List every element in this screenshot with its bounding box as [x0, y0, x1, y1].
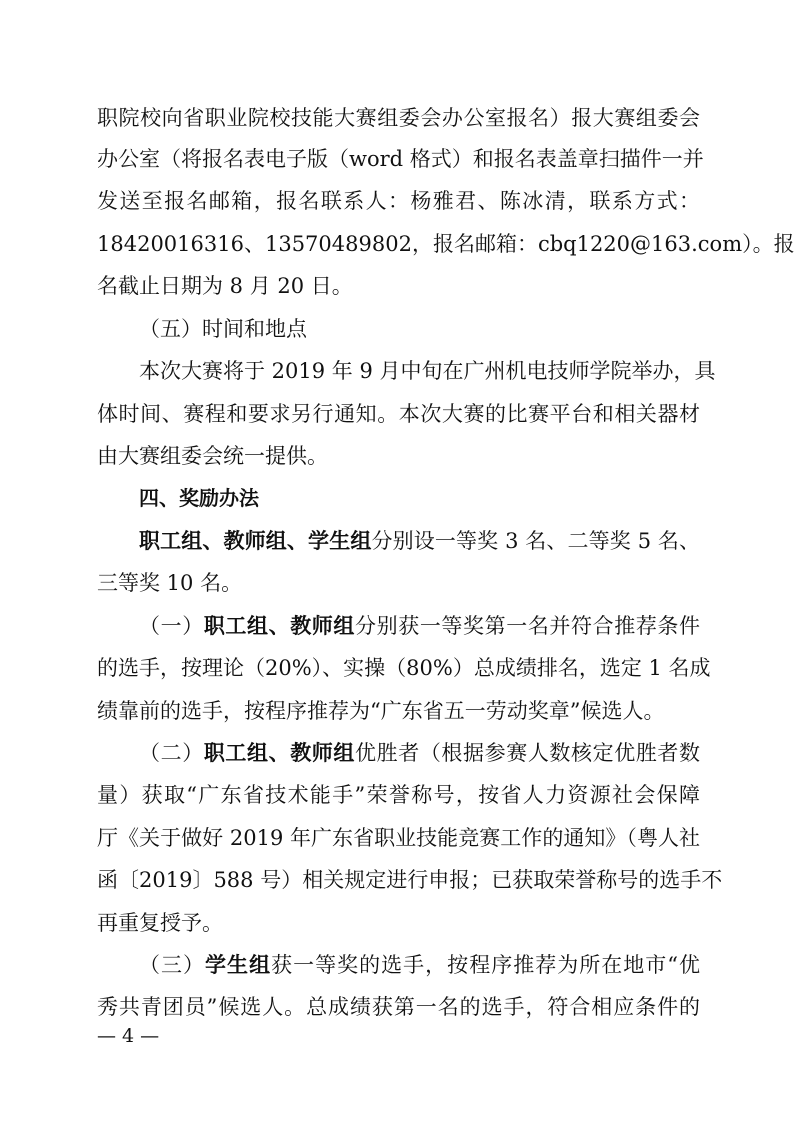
- section-heading: 四、奖励办法: [139, 486, 259, 510]
- body-line: 名截止日期为 8 月 20 日。: [97, 274, 353, 298]
- body-line: 函〔2019〕588 号）相关规定进行申报；已获取荣誉称号的选手不: [97, 868, 723, 892]
- item-prefix: （一）: [139, 614, 204, 638]
- body-line: 量）获取“广东省技术能手”荣誉称号，按省人力资源社会保障: [97, 783, 700, 807]
- body-text: 分别设一等奖 3 名、二等奖 5 名、: [371, 529, 701, 553]
- body-line: [139, 739, 700, 767]
- item-prefix: （三）: [139, 953, 206, 977]
- body-text: 优胜者（根据参赛人数核定优胜者数: [355, 741, 701, 765]
- body-line: 由大赛组委会统一提供。: [97, 444, 328, 468]
- body-line: 再重复授予。: [97, 911, 223, 935]
- item-prefix: （二）: [139, 741, 204, 765]
- body-line: 本次大赛将于 2019 年 9 月中旬在广州机电技师学院举办，具: [139, 359, 716, 383]
- page-number: — 4 —: [97, 1025, 160, 1047]
- bold-keyword: 职工组、教师组: [203, 614, 356, 638]
- body-line: [139, 951, 700, 979]
- subsection-heading: （五）时间和地点: [139, 317, 307, 341]
- body-text: 分别获一等奖第一名并符合推荐条件: [355, 614, 701, 638]
- body-text: 获一等奖的选手，按程序推荐为所在地市“优: [271, 953, 701, 977]
- body-line: 秀共青团员”候选人。总成绩获第一名的选手，符合相应条件的: [97, 995, 700, 1019]
- body-line: 18420016316、13570489802，报名邮箱：cbq1220@163.com）。报: [97, 232, 795, 256]
- body-line: 发送至报名邮箱，报名联系人：杨雅君、陈冰清，联系方式：: [97, 189, 700, 213]
- body-line: [139, 612, 700, 640]
- body-line: 体时间、赛程和要求另行通知。本次大赛的比赛平台和相关器材: [97, 402, 700, 426]
- body-line: 职院校向省职业院校技能大赛组委会办公室报名）报大赛组委会: [97, 106, 700, 130]
- body-line: 的选手，按理论（20%）、实操（80%）总成绩排名，选定 1 名成: [97, 656, 711, 680]
- body-line: 三等奖 10 名。: [97, 571, 243, 595]
- body-line: 办公室（将报名表电子版（word 格式）和报名表盖章扫描件一并: [97, 147, 704, 171]
- bold-keyword: 学生组: [205, 953, 272, 977]
- bold-keyword: 职工组、教师组: [203, 741, 356, 765]
- body-line: 厅《关于做好 2019 年广东省职业技能竞赛工作的通知》（粤人社: [97, 826, 700, 850]
- body-line: 绩靠前的选手，按程序推荐为“广东省五一劳动奖章”候选人。: [97, 699, 665, 723]
- body-line: [139, 527, 700, 555]
- bold-keyword: 职工组、教师组、学生组: [139, 529, 372, 553]
